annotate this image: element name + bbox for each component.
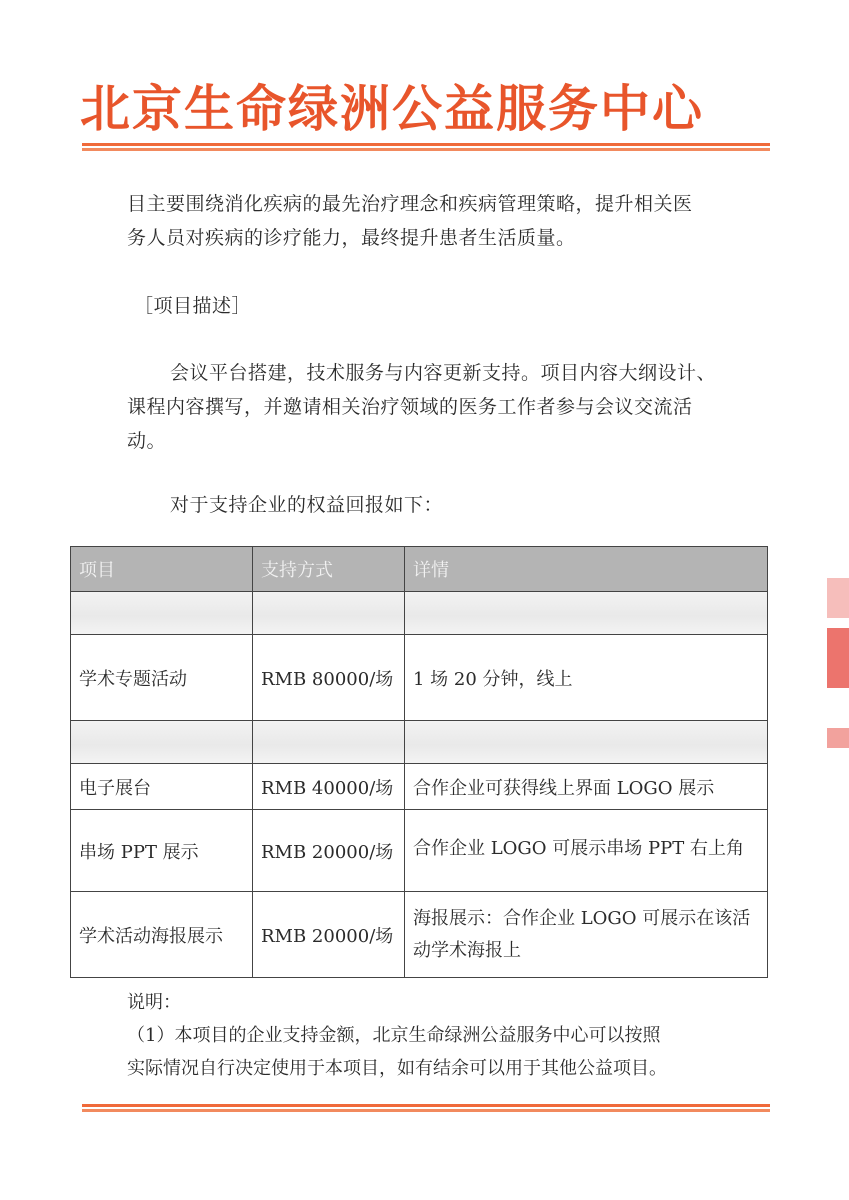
seal-fragment — [827, 728, 849, 748]
description-line: 动。 — [127, 430, 167, 452]
row-detail: 合作企业 LOGO 可展示串场 PPT 右上角 — [405, 810, 768, 892]
row-method: RMB 40000/场 — [253, 764, 405, 810]
notes-line: 实际情况自行决定使用于本项目，如有结余可以用于其他公益项目。 — [127, 1058, 667, 1079]
benefits-table — [70, 546, 768, 978]
row-method: RMB 20000/场 — [253, 810, 405, 892]
section-heading: ［项目描述］ — [134, 295, 252, 317]
table-row — [71, 810, 768, 892]
organization-letterhead-title: 北京生命绿洲公益服务中心 — [80, 80, 704, 138]
letterhead-top-rule — [82, 143, 770, 151]
table-header-row — [71, 547, 768, 592]
column-header-item: 项目 — [71, 547, 253, 592]
row-detail-line: 动学术海报上 — [413, 939, 521, 961]
notes-label: 说明： — [127, 992, 181, 1013]
benefits-intro: 对于支持企业的权益回报如下： — [170, 494, 444, 516]
table-row — [71, 764, 768, 810]
table-divider-row — [71, 721, 768, 764]
row-detail: 1 场 20 分钟，线上 — [405, 635, 768, 721]
intro-line: 务人员对疾病的诊疗能力，最终提升患者生活质量。 — [127, 227, 576, 249]
seal-fragment — [827, 578, 849, 618]
column-header-method: 支持方式 — [253, 547, 405, 592]
notes-line: （1）本项目的企业支持金额，北京生命绿洲公益服务中心可以按照 — [127, 1025, 661, 1046]
description-paragraph — [127, 356, 716, 458]
row-detail — [405, 892, 768, 978]
row-method: RMB 80000/场 — [253, 635, 405, 721]
row-item: 串场 PPT 展示 — [71, 810, 253, 892]
description-line: 会议平台搭建，技术服务与内容更新支持。项目内容大纲设计、 — [170, 362, 717, 384]
row-item: 学术活动海报展示 — [71, 892, 253, 978]
row-item: 电子展台 — [71, 764, 253, 810]
row-method: RMB 20000/场 — [253, 892, 405, 978]
notes-section — [127, 986, 667, 1085]
row-item: 学术专题活动 — [71, 635, 253, 721]
seal-fragment — [827, 628, 849, 688]
intro-paragraph — [127, 187, 693, 255]
column-header-detail: 详情 — [405, 547, 768, 592]
table-row — [71, 635, 768, 721]
table-row — [71, 892, 768, 978]
table-divider-row — [71, 592, 768, 635]
letterhead-bottom-rule — [82, 1104, 770, 1112]
row-detail: 合作企业可获得线上界面 LOGO 展示 — [405, 764, 768, 810]
description-line: 课程内容撰写，并邀请相关治疗领域的医务工作者参与会议交流活 — [127, 396, 693, 418]
row-detail-line: 海报展示：合作企业 LOGO 可展示在该活 — [413, 907, 751, 929]
intro-line: 目主要围绕消化疾病的最先治疗理念和疾病管理策略，提升相关医 — [127, 193, 693, 215]
